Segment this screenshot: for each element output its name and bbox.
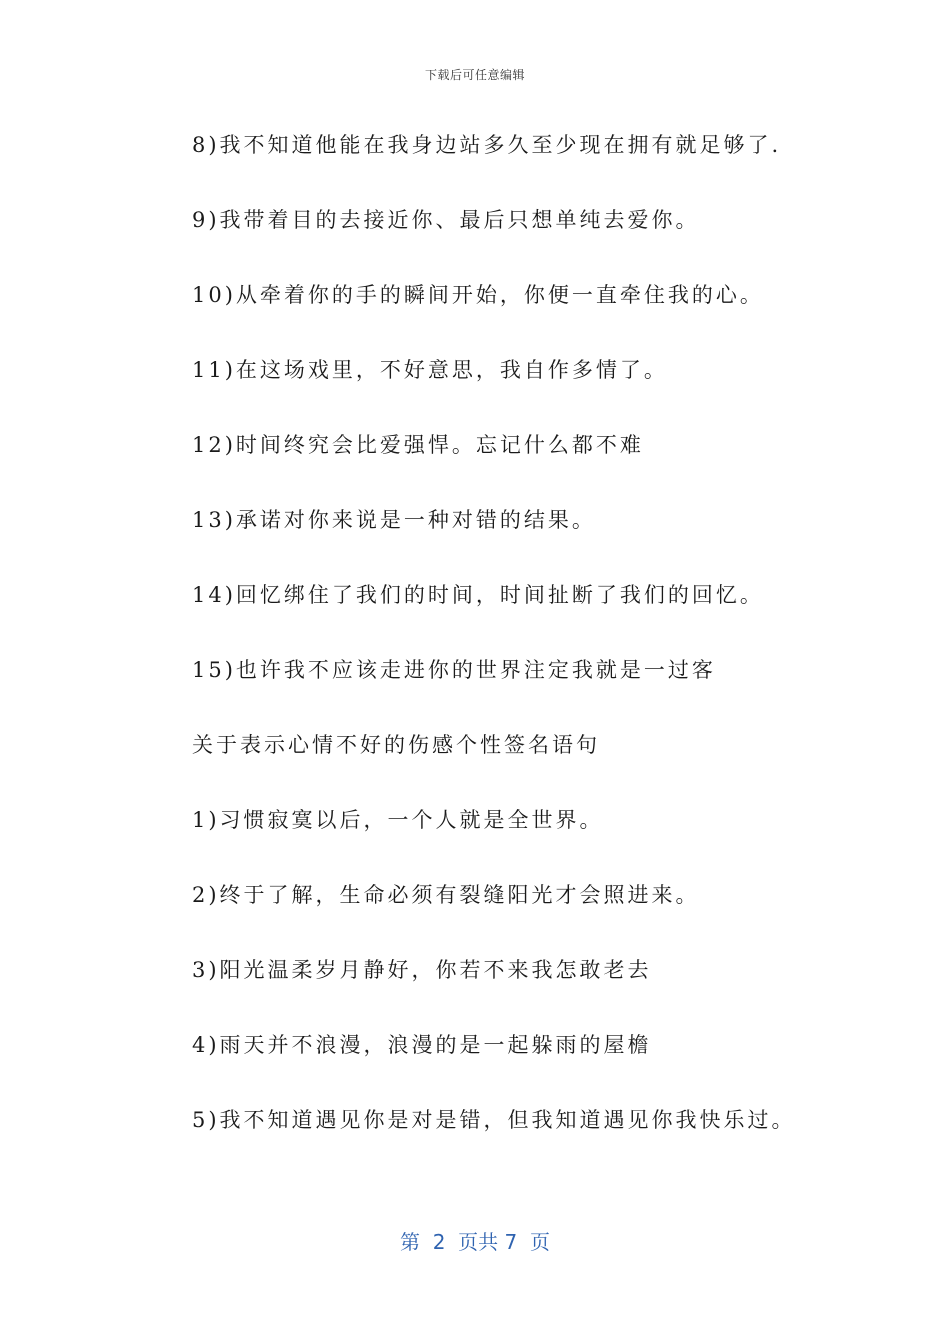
text-line: 8)我不知道他能在我身边站多久至少现在拥有就足够了. bbox=[192, 133, 782, 157]
page-number-footer: 第 2 页共 7 页 bbox=[400, 1230, 550, 1254]
text-line: 11)在这场戏里，不好意思，我自作多情了。 bbox=[192, 358, 668, 382]
text-line: 1)习惯寂寞以后，一个人就是全世界。 bbox=[192, 808, 604, 832]
text-line: 15)也许我不应该走进你的世界注定我就是一过客 bbox=[192, 658, 716, 682]
page-header-note: 下载后可任意编辑 bbox=[424, 68, 525, 82]
text-line: 5)我不知道遇见你是对是错，但我知道遇见你我快乐过。 bbox=[192, 1108, 796, 1132]
text-line: 13)承诺对你来说是一种对错的结果。 bbox=[192, 508, 596, 532]
text-line: 14)回忆绑住了我们的时间，时间扯断了我们的回忆。 bbox=[192, 583, 764, 607]
text-line: 12)时间终究会比爱强悍。忘记什么都不难 bbox=[192, 433, 644, 457]
section-heading: 关于表示心情不好的伤感个性签名语句 bbox=[192, 733, 600, 757]
text-line: 3)阳光温柔岁月静好，你若不来我怎敢老去 bbox=[192, 958, 652, 982]
text-line: 9)我带着目的去接近你、最后只想单纯去爱你。 bbox=[192, 208, 700, 232]
text-line: 10)从牵着你的手的瞬间开始，你便一直牵住我的心。 bbox=[192, 283, 764, 307]
text-line: 4)雨天并不浪漫，浪漫的是一起躲雨的屋檐 bbox=[192, 1033, 652, 1057]
text-line: 2)终于了解，生命必须有裂缝阳光才会照进来。 bbox=[192, 883, 700, 907]
document-body bbox=[192, 128, 832, 1178]
